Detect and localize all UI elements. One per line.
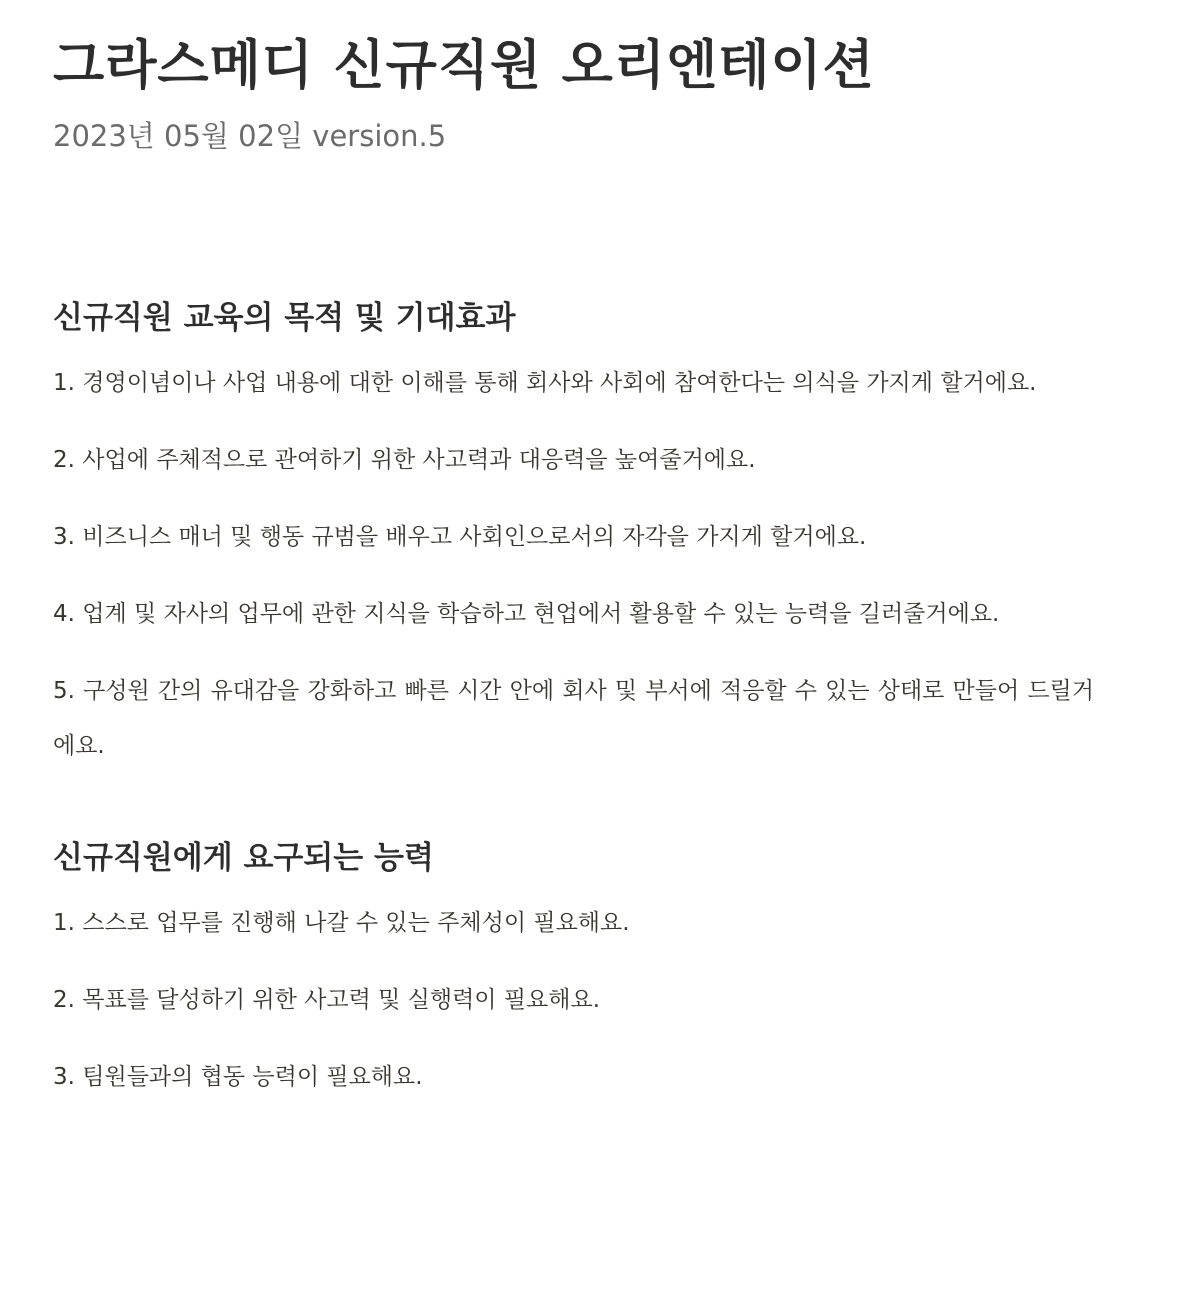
list-item: 1. 경영이념이나 사업 내용에 대한 이해를 통해 회사와 사회에 참여한다는 의식을 가지게 할거에요. — [53, 370, 1037, 396]
page-title: 그라스메디 신규직원 오리엔테이션 — [53, 35, 875, 96]
section-requirements — [53, 836, 1094, 1105]
page-subtitle: 2023년 05월 02일 version.5 — [53, 119, 447, 153]
section-purpose — [53, 296, 1094, 774]
list-item: 3. 비즈니스 매너 및 행동 규범을 배우고 사회인으로서의 자각을 가지게 할거에요. — [53, 524, 867, 550]
section-heading: 신규직원 교육의 목적 및 기대효과 — [53, 300, 516, 336]
purpose-list — [53, 356, 1094, 774]
requirements-list — [53, 896, 1094, 1105]
list-item: 1. 스스로 업무를 진행해 나갈 수 있는 주체성이 필요해요. — [53, 910, 630, 936]
list-item: 2. 사업에 주체적으로 관여하기 위한 사고력과 대응력을 높여줄거에요. — [53, 447, 756, 473]
list-item: 2. 목표를 달성하기 위한 사고력 및 실행력이 필요해요. — [53, 987, 601, 1013]
list-item: 5. 구성원 간의 유대감을 강화하고 빠른 시간 안에 회사 및 부서에 적응할 수 있는 상태로 만들어 드릴거에요. — [53, 678, 1094, 759]
list-item: 4. 업계 및 자사의 업무에 관한 지식을 학습하고 현업에서 활용할 수 있는 능력을 길러줄거에요. — [53, 601, 1000, 627]
list-item: 3. 팀원들과의 협동 능력이 필요해요. — [53, 1064, 423, 1090]
section-heading: 신규직원에게 요구되는 능력 — [53, 840, 434, 876]
